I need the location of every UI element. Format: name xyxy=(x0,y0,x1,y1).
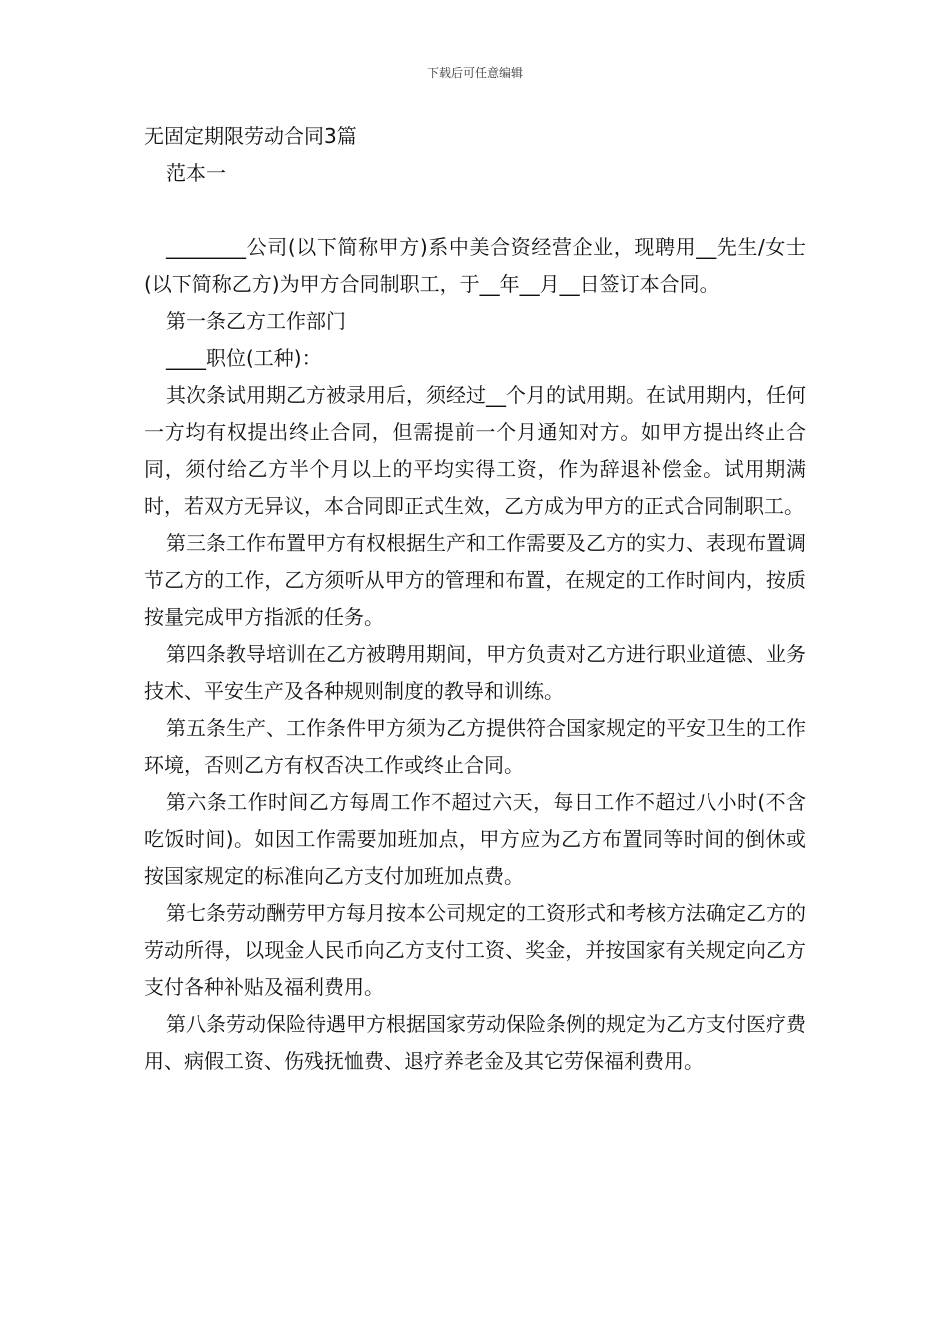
page-header: 下载后可任意编辑 xyxy=(426,66,523,80)
document-title: 无固定期限劳动合同3篇 xyxy=(144,124,357,148)
article-6-paragraph: 第六条工作时间乙方每周工作不超过六天，每日工作不超过八小时(不含吃饭时间)。如因工作需要加班加点，甲方应为乙方布置同等时间的倒休或按国家规定的标准向乙方支付加班加点费。 xyxy=(144,790,806,888)
blank-line xyxy=(144,192,806,229)
article-3-paragraph: 第三条工作布置甲方有权根据生产和工作需要及乙方的实力、表现布置调节乙方的工作，乙方须听从甲方的管理和布置，在规定的工作时间内，按质按量完成甲方指派的任务。 xyxy=(144,531,806,629)
article-1-position: ____职位(工种)： xyxy=(166,346,322,370)
intro-paragraph: ________公司(以下简称甲方)系中美合资经营企业，现聘用__先生/女士(以下简称乙方)为甲方合同制职工，于__年__月__日签订本合同。 xyxy=(144,235,806,296)
article-1-title: 第一条乙方工作部门 xyxy=(166,309,346,333)
document-body xyxy=(144,118,806,1080)
article-7-paragraph: 第七条劳动酬劳甲方每月按本公司规定的工资形式和考核方法确定乙方的劳动所得，以现金人民币向乙方支付工资、奖金，并按国家有关规定向乙方支付各种补贴及福利费用。 xyxy=(144,901,806,999)
article-5-paragraph: 第五条生产、工作条件甲方须为乙方提供符合国家规定的平安卫生的工作环境，否则乙方有权否决工作或终止合同。 xyxy=(144,716,806,777)
article-2-paragraph: 其次条试用期乙方被录用后，须经过__个月的试用期。在试用期内，任何一方均有权提出终止合同，但需提前一个月通知对方。如甲方提出终止合同，须付给乙方半个月以上的平均实得工资，作为辞退补偿金。试用期满时，若双方无异议，本合同即正式生效，乙方成为甲方的正式合同制职工。 xyxy=(144,383,806,518)
article-4-paragraph: 第四条教导培训在乙方被聘用期间，甲方负责对乙方进行职业道德、业务技术、平安生产及各种规则制度的教导和训练。 xyxy=(144,642,806,703)
article-8-paragraph: 第八条劳动保险待遇甲方根据国家劳动保险条例的规定为乙方支付医疗费用、病假工资、伤残抚恤费、退疗养老金及其它劳保福利费用。 xyxy=(144,1012,806,1073)
document-subtitle: 范本一 xyxy=(166,161,226,185)
